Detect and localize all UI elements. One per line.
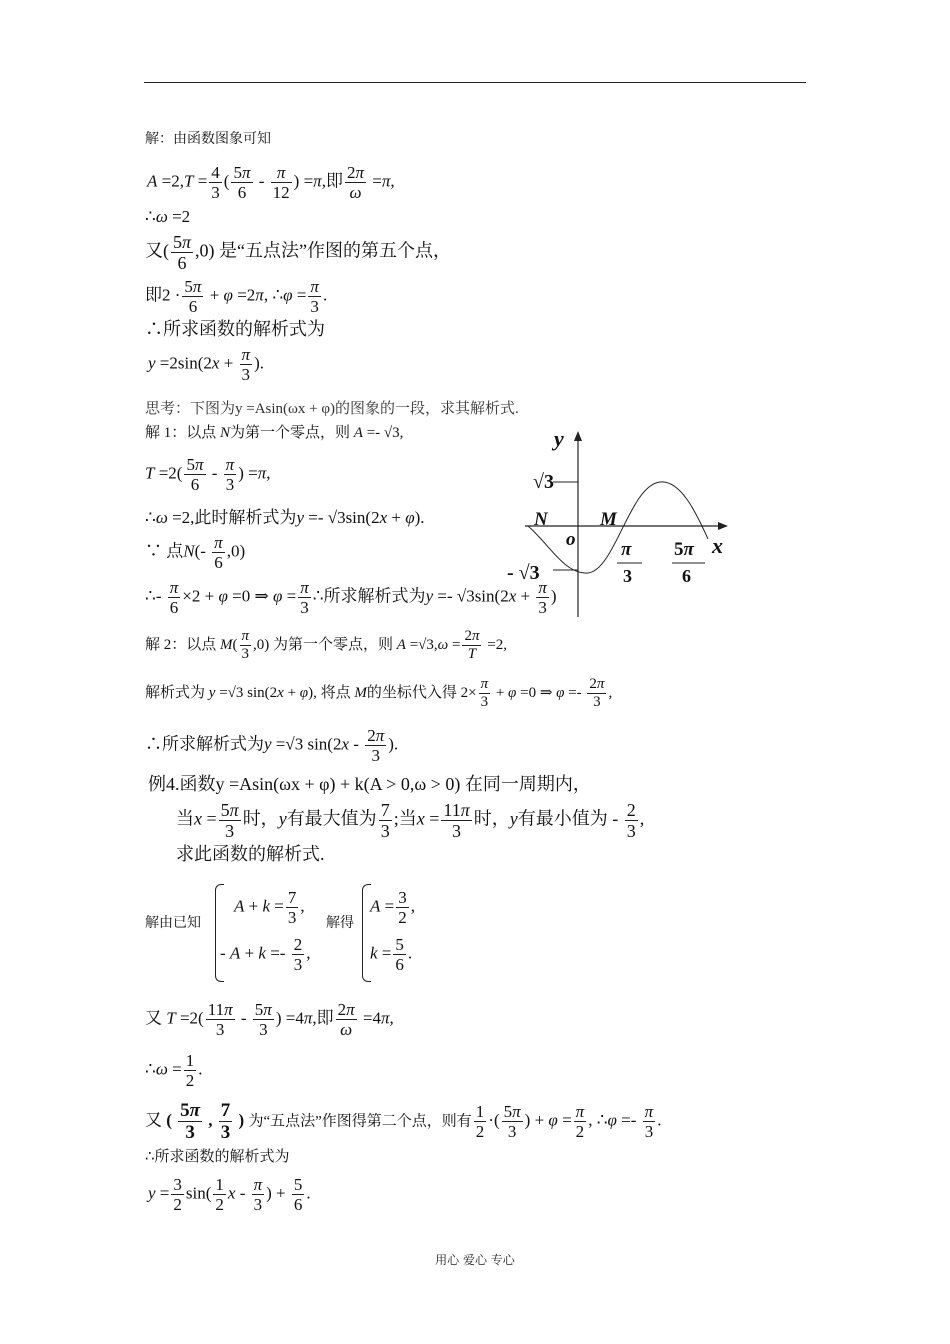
- system1-eq1: A + k = $\frac{7}{3}$ ,: [234, 888, 305, 927]
- page-footer: 用心 爱心 专心: [435, 1253, 515, 1267]
- example4-line1: 例4.函数y =Asin(ωx + φ) + k(A > 0,ω > 0) 在同一周期内，: [148, 774, 591, 794]
- example4-line3: 求此函数的解析式.: [176, 844, 325, 864]
- fifth-point-line: 又( $\frac{5\pi}{6}$ ,0) 是“五点法”作图的第五个点，: [145, 232, 452, 273]
- eq-omega: ∴ω =2: [145, 207, 191, 226]
- answer-formula: y = $\frac{3}{2}$ sin( $\frac{1}{2}$ x - $\frac{\pi}{3}$ ) + $\frac{5}{6}$ .: [148, 1175, 311, 1214]
- solve-label: 解得: [326, 915, 354, 931]
- graph-y-label: y: [554, 426, 564, 451]
- eq-amplitude-period: A =2,T = $\frac{4}{3}$ ( $\frac{5\pi}{6}$ - $\frac{\pi}{12}$ ) =π,即 $\frac{2\pi}{\omega}$ =π,: [147, 163, 395, 202]
- sine-graph: [520, 425, 735, 620]
- graph-M-label: M: [600, 509, 617, 530]
- result-heading: ∴所求函数的解析式为: [145, 319, 325, 339]
- solution-intro: 解：由函数图象可知: [145, 131, 271, 147]
- example4-line2: 当x = $\frac{5\pi}{3}$ 时，y有最大值为 $\frac{7}{3}$ ;当x = $\frac{11\pi}{3}$ 时，y有最小值为 - $\frac{2}{3}$ ,: [176, 800, 645, 841]
- graph-N-label: N: [534, 509, 548, 530]
- answer-heading: ∴所求函数的解析式为: [145, 1147, 290, 1165]
- graph-x-label: x: [712, 533, 723, 558]
- graph-5pi-num: 5π: [674, 539, 694, 560]
- system1-eq2: - A + k =- $\frac{2}{3}$ ,: [220, 935, 311, 974]
- graph-5pi6-den: 6: [682, 566, 691, 586]
- solution2-line2: 解析式为 y =√3 sin(2x + φ), 将点 M的坐标代入得 2× $\frac{\pi}{3}$ + φ =0 ⇒ φ =- $\frac{2\pi}{3}$ ,: [145, 676, 613, 710]
- omega-line: ∴ω = $\frac{1}{2}$ .: [145, 1051, 203, 1090]
- eq-phi: 即2 · $\frac{5\pi}{6}$ + φ =2π, ∴φ = $\frac{\pi}{3}$ .: [145, 277, 328, 316]
- known-label: 解由已知: [145, 915, 201, 931]
- solution1-result: ∴- $\frac{\pi}{6}$ ×2 + φ =0 ⇒ φ = $\frac{\pi}{3}$ ∴所求解析式为y =- √3sin(2x + $\frac{\pi}{3}$ ): [145, 578, 557, 617]
- result-formula: y =2sin(2x + $\frac{\pi}{3}$ ).: [148, 345, 264, 384]
- graph-pi3-den: 3: [623, 566, 632, 586]
- graph-neg-sqrt3-label: - √3: [507, 562, 540, 584]
- graph-origin-label: o: [566, 529, 576, 550]
- solution1-period: T =2( $\frac{5\pi}{6}$ - $\frac{\pi}{3}$ ) =π,: [145, 455, 271, 494]
- solution1-pointN: ∵ 点N(- $\frac{\pi}{6}$ ,0): [145, 533, 246, 572]
- second-point-line: 又 ( $\frac{5\pi}{3}$ , $\frac{7}{3}$ ) 为“五点法”作图得第二个点，则有 $\frac{1}{2}$ ·( $\frac{5\pi}{3}$ ) + φ = $\frac{\pi}{2}$ , ∴φ =- $\frac{\pi}{3}$ .: [145, 1100, 662, 1143]
- solution2-result: ∴所求解析式为y =√3 sin(2x - $\frac{2\pi}{3}$ ).: [145, 726, 399, 765]
- system2-eq2: k = $\frac{5}{6}$ .: [370, 935, 413, 974]
- think-question: 思考：下图为y =Asin(ωx + φ)的图象的一段，求其解析式.: [145, 401, 519, 417]
- x-axis-arrow: [718, 522, 728, 530]
- system2-eq1: A = $\frac{3}{2}$ ,: [370, 888, 415, 927]
- solution1-omega: ∴ω =2,此时解析式为y =- √3sin(2x + φ).: [145, 508, 425, 527]
- solution2-line1: 解 2：以点 M( $\frac{\pi}{3}$ ,0) 为第一个零点，则 A =√3,ω = $\frac{2\pi}{T}$ =2,: [145, 628, 507, 662]
- y-axis-arrow: [574, 431, 582, 441]
- period-line: 又 T =2( $\frac{11\pi}{3}$ - $\frac{5\pi}{3}$ ) =4π,即 $\frac{2\pi}{\omega}$ =4π,: [145, 1000, 394, 1039]
- solution1-line1: 解 1：以点 N为第一个零点，则 A =- √3,: [145, 425, 404, 441]
- header-rule: [144, 82, 806, 83]
- graph-sqrt3-label: √3: [533, 471, 554, 493]
- graph-pi-num: π: [621, 539, 632, 560]
